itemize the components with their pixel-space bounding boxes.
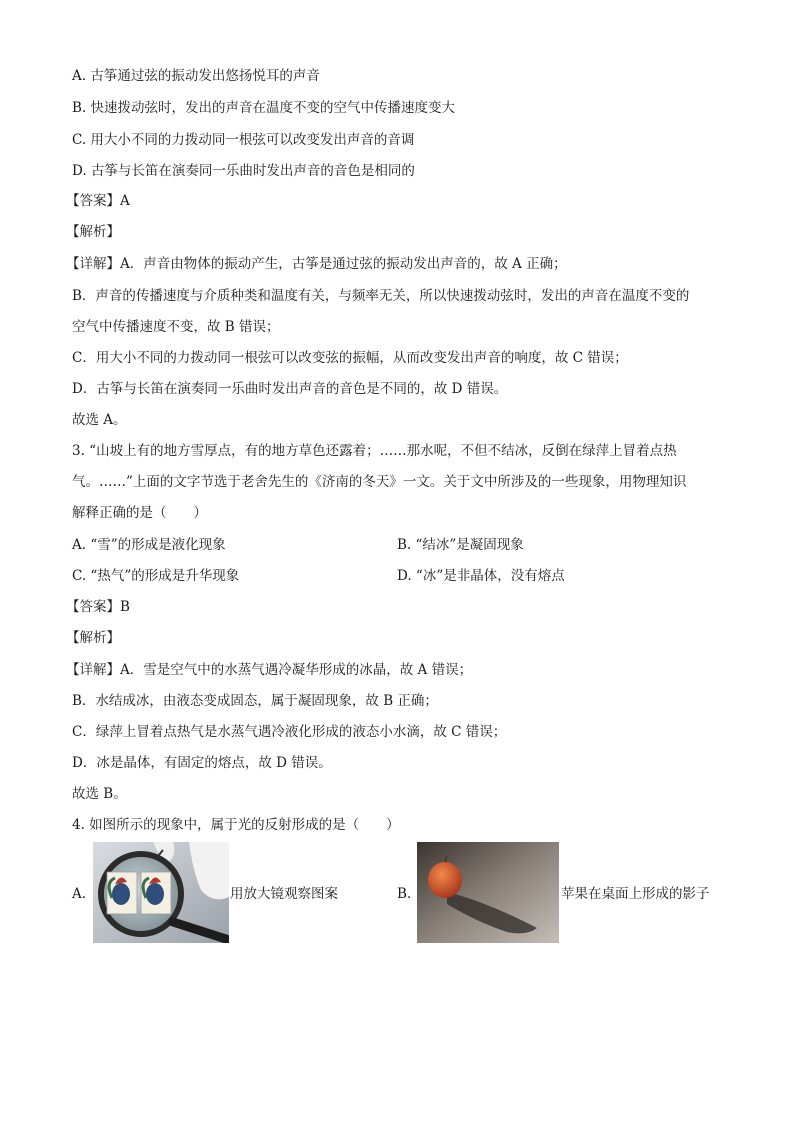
answer-tag: 【答案】 xyxy=(66,599,120,615)
q3-detail-a xyxy=(66,660,472,680)
q2-detail-a xyxy=(66,254,567,274)
q2-answer-line xyxy=(66,191,130,211)
q4-option-a-letter: A. xyxy=(72,886,87,902)
q3-detail-b: B．水结成冰，由液态变成固态，属于凝固现象，故 B 正确； xyxy=(72,693,438,709)
q2-detail-c: C．用大小不同的力拨动同一根弦可以改变弦的振幅，从而改变发出声音的响度，故 C 错误； xyxy=(72,350,628,366)
q3-conclusion: 故选 B。 xyxy=(72,786,127,802)
q3-option-d: D. “冰”是非晶体，没有熔点 xyxy=(397,568,565,584)
detail-text: A．雪是空气中的水蒸气遇冷凝华形成的冰晶，故 A 错误； xyxy=(120,662,473,678)
q3-option-b: B. “结冰”是凝固现象 xyxy=(397,537,524,553)
q3-analysis-tag: 【解析】 xyxy=(66,630,120,646)
q4-stem: 4. 如图所示的现象中，属于光的反射形成的是（ ） xyxy=(72,817,400,833)
q2-option-a: A. 古筝通过弦的振动发出悠扬悦耳的声音 xyxy=(72,68,320,84)
detail-tag: 【详解】 xyxy=(66,662,120,678)
magnifier-photo xyxy=(93,842,229,943)
q3-answer-line xyxy=(66,597,130,617)
q2-detail-b1: B．声音的传播速度与介质种类和温度有关，与频率无关，所以快速拨动弦时，发出的声音在温度不变的 xyxy=(72,288,690,304)
q2-option-b: B. 快速拨动弦时，发出的声音在温度不变的空气中传播速度变大 xyxy=(72,100,456,116)
q2-option-d: D. 古筝与长笛在演奏同一乐曲时发出声音的音色是相同的 xyxy=(72,163,415,179)
q3-detail-c: C．绿萍上冒着点热气是水蒸气遇冷液化形成的液态小水滴，故 C 错误； xyxy=(72,724,507,740)
magnifier-illustration xyxy=(93,842,229,943)
answer-tag: 【答案】 xyxy=(66,193,120,209)
apple-shadow-illustration xyxy=(417,842,559,943)
q2-option-c: C. 用大小不同的力拨动同一根弦可以改变发出声音的音调 xyxy=(72,132,415,148)
q3-stem-line1: 3. “山坡上有的地方雪厚点，有的地方草色还露着；……那水呢，不但不结冰，反倒在绿萍上冒着点热 xyxy=(72,443,677,459)
q4-option-a-caption: 用放大镜观察图案 xyxy=(230,886,338,902)
answer-value: B xyxy=(120,599,130,615)
q3-stem-line3: 解释正确的是（ ） xyxy=(72,505,207,521)
q2-detail-b2: 空气中传播速度不变，故 B 错误； xyxy=(72,319,280,335)
q2-conclusion: 故选 A。 xyxy=(72,412,127,428)
q3-detail-d: D．冰是晶体，有固定的熔点，故 D 错误。 xyxy=(72,755,332,771)
q3-option-a: A. “雪”的形成是液化现象 xyxy=(72,537,226,553)
q4-option-b-letter: B. xyxy=(397,886,412,902)
detail-text: A．声音由物体的振动产生，古筝是通过弦的振动发出声音的，故 A 正确； xyxy=(120,256,567,272)
q3-stem-line2: 气。……”上面的文字节选于老舍先生的《济南的冬天》一文。关于文中所涉及的一些现象，用物理知识 xyxy=(72,474,687,490)
q4-option-b-caption: 苹果在桌面上形成的影子 xyxy=(561,886,710,902)
q3-option-c: C. “热气”的形成是升华现象 xyxy=(72,568,240,584)
detail-tag: 【详解】 xyxy=(66,256,120,272)
apple-shadow-photo xyxy=(417,842,559,943)
q2-detail-d: D．古筝与长笛在演奏同一乐曲时发出声音的音色是不同的，故 D 错误。 xyxy=(72,381,508,397)
q2-analysis-tag: 【解析】 xyxy=(66,224,120,240)
answer-value: A xyxy=(120,193,130,209)
